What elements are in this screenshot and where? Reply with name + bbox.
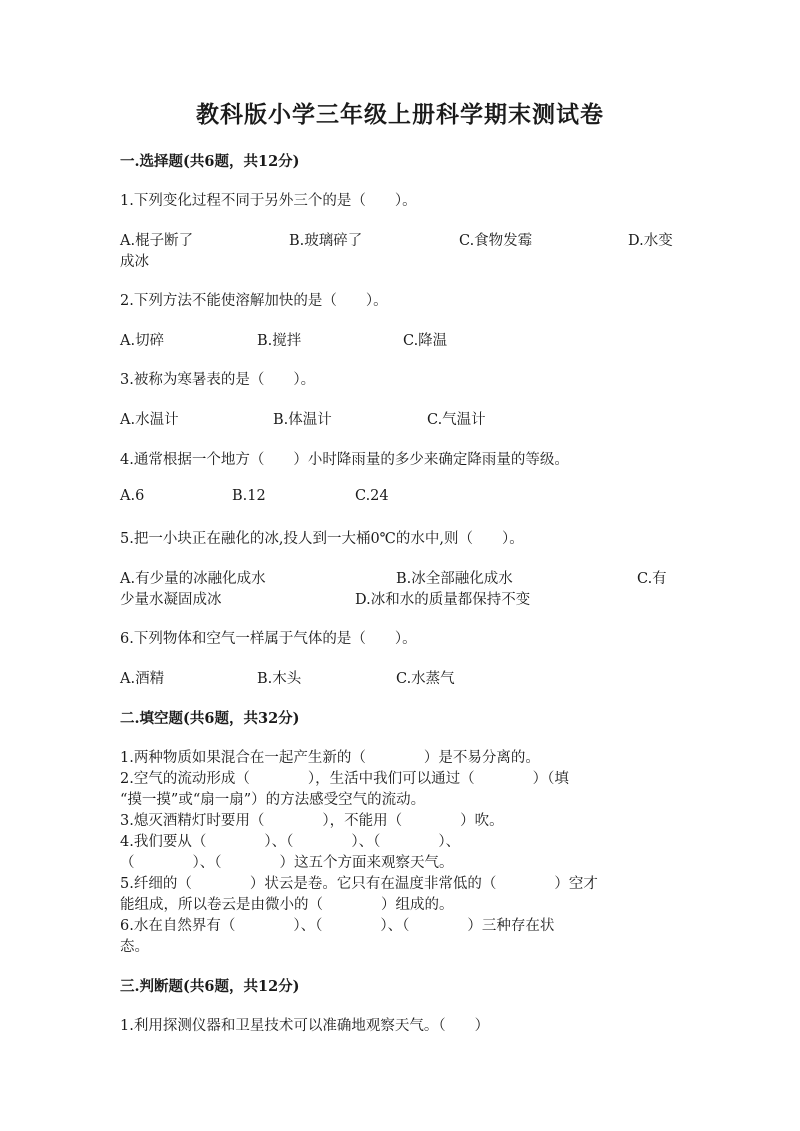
section-heading-judge: 三.判断题(共6题，共12分) <box>120 978 300 995</box>
option-b: B.搅拌 <box>257 333 302 349</box>
fill-line: 态。 <box>120 939 149 955</box>
option-c: C.降温 <box>403 333 448 349</box>
fill-line: 2.空气的流动形成（ ），生活中我们可以通过（ ）（填 <box>120 771 569 787</box>
fill-line: 4.我们要从（ ）、（ ）、（ ）、 <box>120 834 461 850</box>
option-a: A.切碎 <box>120 333 165 349</box>
question-stem: 3.被称为寒暑表的是（ ）。 <box>120 372 316 388</box>
fill-line: （ ）、（ ）这五个方面来观察天气。 <box>120 855 454 871</box>
option-d: D.水变 <box>628 233 673 249</box>
option-b: B.体温计 <box>273 412 332 428</box>
option-c: C.水蒸气 <box>396 671 455 687</box>
option-a: A.酒精 <box>120 671 165 687</box>
fill-line: 6.水在自然界有（ ）、（ ）、（ ）三种存在状 <box>120 918 555 934</box>
option-a: A.棍子断了 <box>120 233 194 249</box>
fill-line: 5.纤细的（ ）状云是卷。它只有在温度非常低的（ ）空才 <box>120 876 598 892</box>
judge-question: 1.利用探测仪器和卫星技术可以准确地观察天气。（ ） <box>120 1018 490 1034</box>
option-b: B.12 <box>232 488 266 504</box>
option-b: B.玻璃碎了 <box>289 233 363 249</box>
option-c: C.有 <box>637 571 667 587</box>
option-a: A.有少量的冰融化成水 <box>120 571 266 587</box>
option-c: C.24 <box>355 488 389 504</box>
question-stem: 6.下列物体和空气一样属于气体的是（ ）。 <box>120 631 417 647</box>
option-a: A.6 <box>120 488 145 504</box>
option-c: C.食物发霉 <box>459 233 533 249</box>
option-wrap: 少量水凝固成冰 <box>120 592 222 608</box>
option-b: B.冰全部融化成水 <box>396 571 513 587</box>
page-title: 教科版小学三年级上册科学期末测试卷 <box>196 101 604 128</box>
option-a: A.水温计 <box>120 412 179 428</box>
question-stem: 4.通常根据一个地方（ ）小时降雨量的多少来确定降雨量的等级。 <box>120 452 569 468</box>
question-stem: 1.下列变化过程不同于另外三个的是（ ）。 <box>120 193 417 209</box>
section-heading-fill: 二.填空题(共6题，共32分) <box>120 710 300 727</box>
option-wrap: 成冰 <box>120 254 149 270</box>
option-c: C.气温计 <box>427 412 486 428</box>
fill-line: 能组成，所以卷云是由微小的（ ）组成的。 <box>120 897 454 913</box>
section-heading-choice: 一.选择题(共6题，共12分) <box>120 153 300 170</box>
fill-line: “摸一摸”或“扇一扇”）的方法感受空气的流动。 <box>120 792 426 808</box>
option-b: B.木头 <box>257 671 302 687</box>
option-d: D.冰和水的质量都保持不变 <box>355 592 531 608</box>
fill-line: 1.两种物质如果混合在一起产生新的（ ）是不易分离的。 <box>120 750 540 766</box>
question-stem: 5.把一小块正在融化的冰,投人到一大桶0℃的水中,则（ ）。 <box>120 531 524 547</box>
fill-line: 3.熄灭酒精灯时要用（ ），不能用（ ）吹。 <box>120 813 504 829</box>
question-stem: 2.下列方法不能使溶解加快的是（ ）。 <box>120 293 388 309</box>
